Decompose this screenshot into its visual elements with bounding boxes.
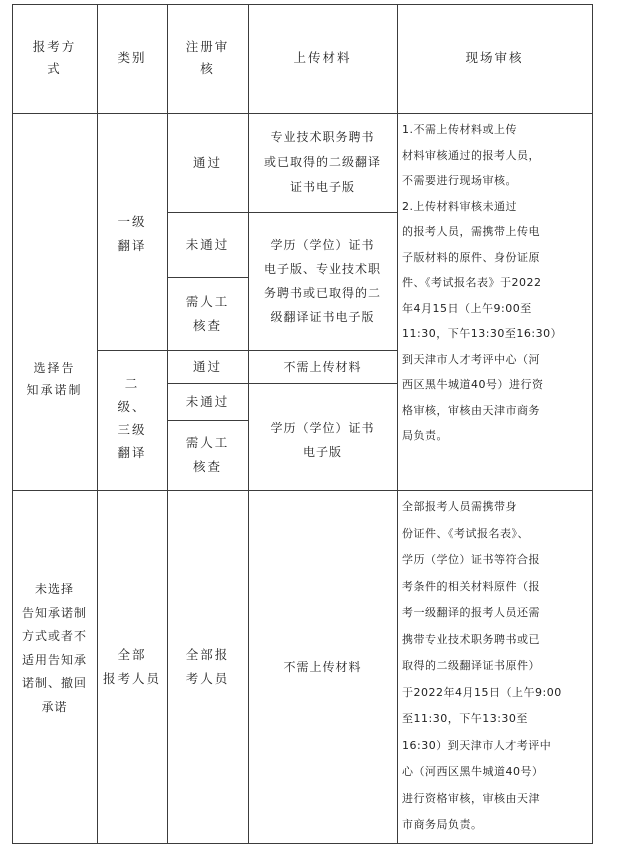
- section-b-method: 未选择 告知承诺制 方式或者不 适用告知承 诺制、撤回 承诺: [21, 582, 87, 714]
- header-category: 类别: [117, 50, 147, 65]
- col-divider-4: [397, 4, 398, 844]
- level23-label: 二 级、 三级 翻译: [117, 376, 147, 460]
- header-onsite-review: 现场审核: [465, 50, 524, 65]
- l1-pass-materials: 专业技术职务聘书 或已取得的二级翻译 证书电子版: [263, 130, 381, 194]
- l23-pass-label: 通过: [192, 359, 222, 374]
- table-border-right: [592, 4, 593, 844]
- col-divider-3: [248, 4, 249, 844]
- row-divider-header: [12, 113, 592, 114]
- row-divider-l1-fail: [167, 277, 248, 278]
- header-upload-materials: 上传材料: [293, 50, 352, 65]
- row-divider-level: [97, 350, 397, 351]
- header-method: 报考方 式: [32, 39, 77, 76]
- table-border-top: [12, 4, 592, 5]
- l23-manual-label: 需人工 核查: [185, 435, 230, 474]
- section-b-registration-review: 全部报 考人员: [185, 647, 230, 686]
- l1-manual-label: 需人工 核查: [185, 294, 230, 333]
- section-a-method: 选择告 知承诺制: [26, 361, 83, 397]
- row-divider-l23-pass: [167, 383, 397, 384]
- l1-pass-label: 通过: [192, 155, 222, 170]
- l1-other-materials: 学历（学位）证书 电子版、专业技术职 务聘书或已取得的二 级翻译证书电子版: [263, 238, 381, 324]
- table-border-bottom: [12, 843, 592, 844]
- section-b-category: 全部 报考人员: [102, 647, 161, 686]
- level1-label: 一级 翻译: [117, 214, 147, 253]
- section-a-onsite-review: 1.不需上传材料或上传 材料审核通过的报考人员， 不需要进行现场审核。 2.上传材料审核未通过 的报考人员，需携带上传电 子版材料的原件、身份证原 件、《考试报名表》于2022 年4月15日（上午9:00至 11:30，下午13:30至16:30） 到天津市人才考评中心（河 西区黑牛城道40号）进行资 格审核，审核由天津市商务 局负责。: [402, 123, 563, 442]
- row-divider-section: [12, 490, 592, 491]
- l23-other-materials: 学历（学位）证书 电子版: [270, 421, 375, 459]
- col-divider-2: [167, 4, 168, 844]
- l1-fail-label: 未通过: [185, 237, 230, 252]
- row-divider-l23-fail: [167, 420, 248, 421]
- section-b-onsite-review: 全部报考人员需携带身 份证件、《考试报名表》、 学历（学位）证书等符合报 考条件的相关材料原件（报 考一级翻译的报考人员还需 携带专业技术职务聘书或已 取得的二级翻译证书原件） 于2022年4月15日（上午9:00 至11:30，下午13:30至 16:30）到天津市人才考评中 心（河西区黑牛城道40号） 进行资格审核，审核由天津 市商务局负责。: [402, 500, 562, 831]
- l23-fail-label: 未通过: [185, 394, 230, 409]
- header-registration-review: 注册审 核: [185, 39, 230, 76]
- section-b-upload-materials: 不需上传材料: [283, 660, 362, 674]
- row-divider-l1-pass: [167, 212, 397, 213]
- l23-pass-materials: 不需上传材料: [283, 360, 362, 374]
